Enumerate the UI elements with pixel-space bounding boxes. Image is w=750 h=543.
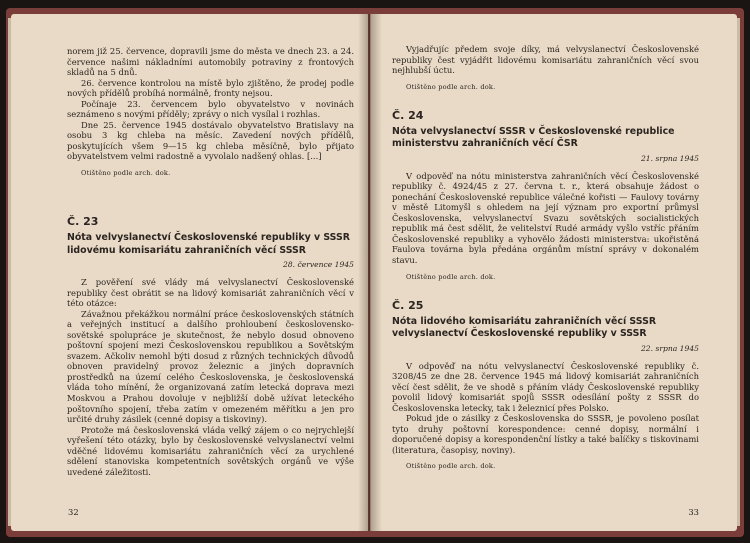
source-note: Otištěno podle arch. dok.: [406, 82, 496, 91]
paragraph: Závažnou překážkou normální práce československých státních a veřejných institucí a dalšího prohloubení československo-sovětské spolupráce je skutečnost, že nebylo dosud obnoveno poštovní spojení mezi Československou republikou a Sovětským svazem. Ačkoliv nemohl býti dosud z různých technických důvodů obnoven pravidelný provoz železnic a jiných dopravních prostředků na území celého Československa, je československá vláda toho mínění, že organizovaná zatím letecká doprava mezi Moskvou a Prahou dovoluje v nejbližší době užívat leteckého poštovního spojení, třeba zatím v omezeném měřítku a jen pro určité druhy zásilek (cenné dopisy a tiskoviny).: [67, 308, 354, 425]
paragraph: 26. července kontrolou na místě bylo zjištěno, že prodej podle nových přídělů probíhá normálně, fronty nejsou.: [67, 77, 354, 99]
document-title: Nóta lidového komisariátu zahraničních věcí SSSR velvyslanectví Československé republiky v SSSR: [392, 315, 657, 340]
document-number: Č. 23: [67, 215, 99, 229]
source-note: Otištěno podle arch. dok.: [81, 169, 171, 178]
paragraph: norem již 25. července, dopravili jsme do města ve dnech 23. a 24. července našimi nákladními automobily potraviny z frontových skladů na 5 dnů.: [67, 46, 354, 78]
left-top-text: [67, 46, 354, 162]
book-gutter: [358, 14, 382, 531]
page-number: 33: [688, 507, 699, 517]
paragraph: Vyjadřujíc předem svoje díky, má velvyslanectví Československé republiky čest vyjádřit lidovému komisariátu zahraničních věcí svou nejhlubší úctu.: [392, 44, 699, 76]
source-note: Otištěno podle arch. dok.: [406, 462, 496, 471]
left-page: [11, 14, 368, 531]
paragraph: Počínaje 23. červencem bylo obyvatelstvo v novinách seznámeno s novými příděly; zprávy o nich vysílal i rozhlas.: [67, 98, 354, 120]
paragraph: V odpověď na nótu ministerstva zahraničních věcí Československé republiky č. 4924/45 z 27. června t. r., která obsahuje žádost o ponechání Československé republice válečné kořisti — Faulovy továrny v městě Litomyšl s ohledem na její význam pro exportní průmysl Československa, velvyslanectví Svazu sovětských socialistických republik má čest sdělit, že velitelství Rudé armády vyšlo vstříc přáním Československé republiky a vyhovělo žádosti ministerstva: ukořistěná Faulova továrna byla předána orgánům místní správy v dokonalém stavu.: [392, 170, 699, 266]
right-page: [370, 14, 737, 531]
document-number: Č. 24: [392, 108, 424, 122]
document-number: Č. 25: [392, 298, 424, 312]
paragraph: Z pověření své vlády má velvyslanectví Československé republiky čest obrátit se na lidový komisariát zahraničních věcí v této otázce:: [67, 277, 354, 309]
document-date: 22. srpna 1945: [640, 343, 699, 353]
page-number: 32: [68, 507, 79, 517]
document-title: Nóta velvyslanectví Československé republiky v SSSR lidovému komisariátu zahraničních věcí SSSR: [67, 232, 350, 256]
document-date: 21. srpna 1945: [640, 153, 699, 163]
paragraph: Dne 25. července 1945 dostávalo obyvatelstvo Bratislavy na osobu 3 kg chleba na měsíc. Zavedení nových přídělů, poskytujících všem 9—15 kg chleba měsíčně, bylo přijato obyvatelstvem velmi radostně a vyvolalo nadšený ohlas. [...]: [67, 119, 354, 162]
paragraph: V odpověď na nótu velvyslanectví Československé republiky č. 3208/45 ze dne 28. července 1945 má lidový komisariát zahraničních věcí čest sdělit, že ve shodě s přáním vlády Československé republiky povolil lidový komisariát spojů SSSR odesílání pošty z SSSR do Československa letecky, tak i železnicí přes Polsko.: [392, 360, 699, 413]
source-note: Otištěno podle arch. dok.: [406, 272, 496, 281]
document-date: 28. července 1945: [282, 260, 354, 270]
document-title: Nóta velvyslanectví SSSR v Československé republice ministerstvu zahraničních věcí ČSR: [392, 125, 675, 150]
paragraph: Protože má československá vláda velký zájem o co nejrychlejší vyřešení této otázky, bylo by československé velvyslanectví velmi vděčné lidovému komisariátu zahraničních věcí za urychlené sdělení stanoviska kompetentních sovětských orgánů ve výše uvedené záležitosti.: [67, 424, 354, 477]
paragraph: Pokud jde o zásilky z Československa do SSSR, je povoleno posílat tyto druhy poštovní korespondence: cenné dopisy, normální i doporučené dopisy a korespondenční lístky a také balíčky s tiskovinami (literatura, časopisy, noviny).: [392, 413, 699, 455]
